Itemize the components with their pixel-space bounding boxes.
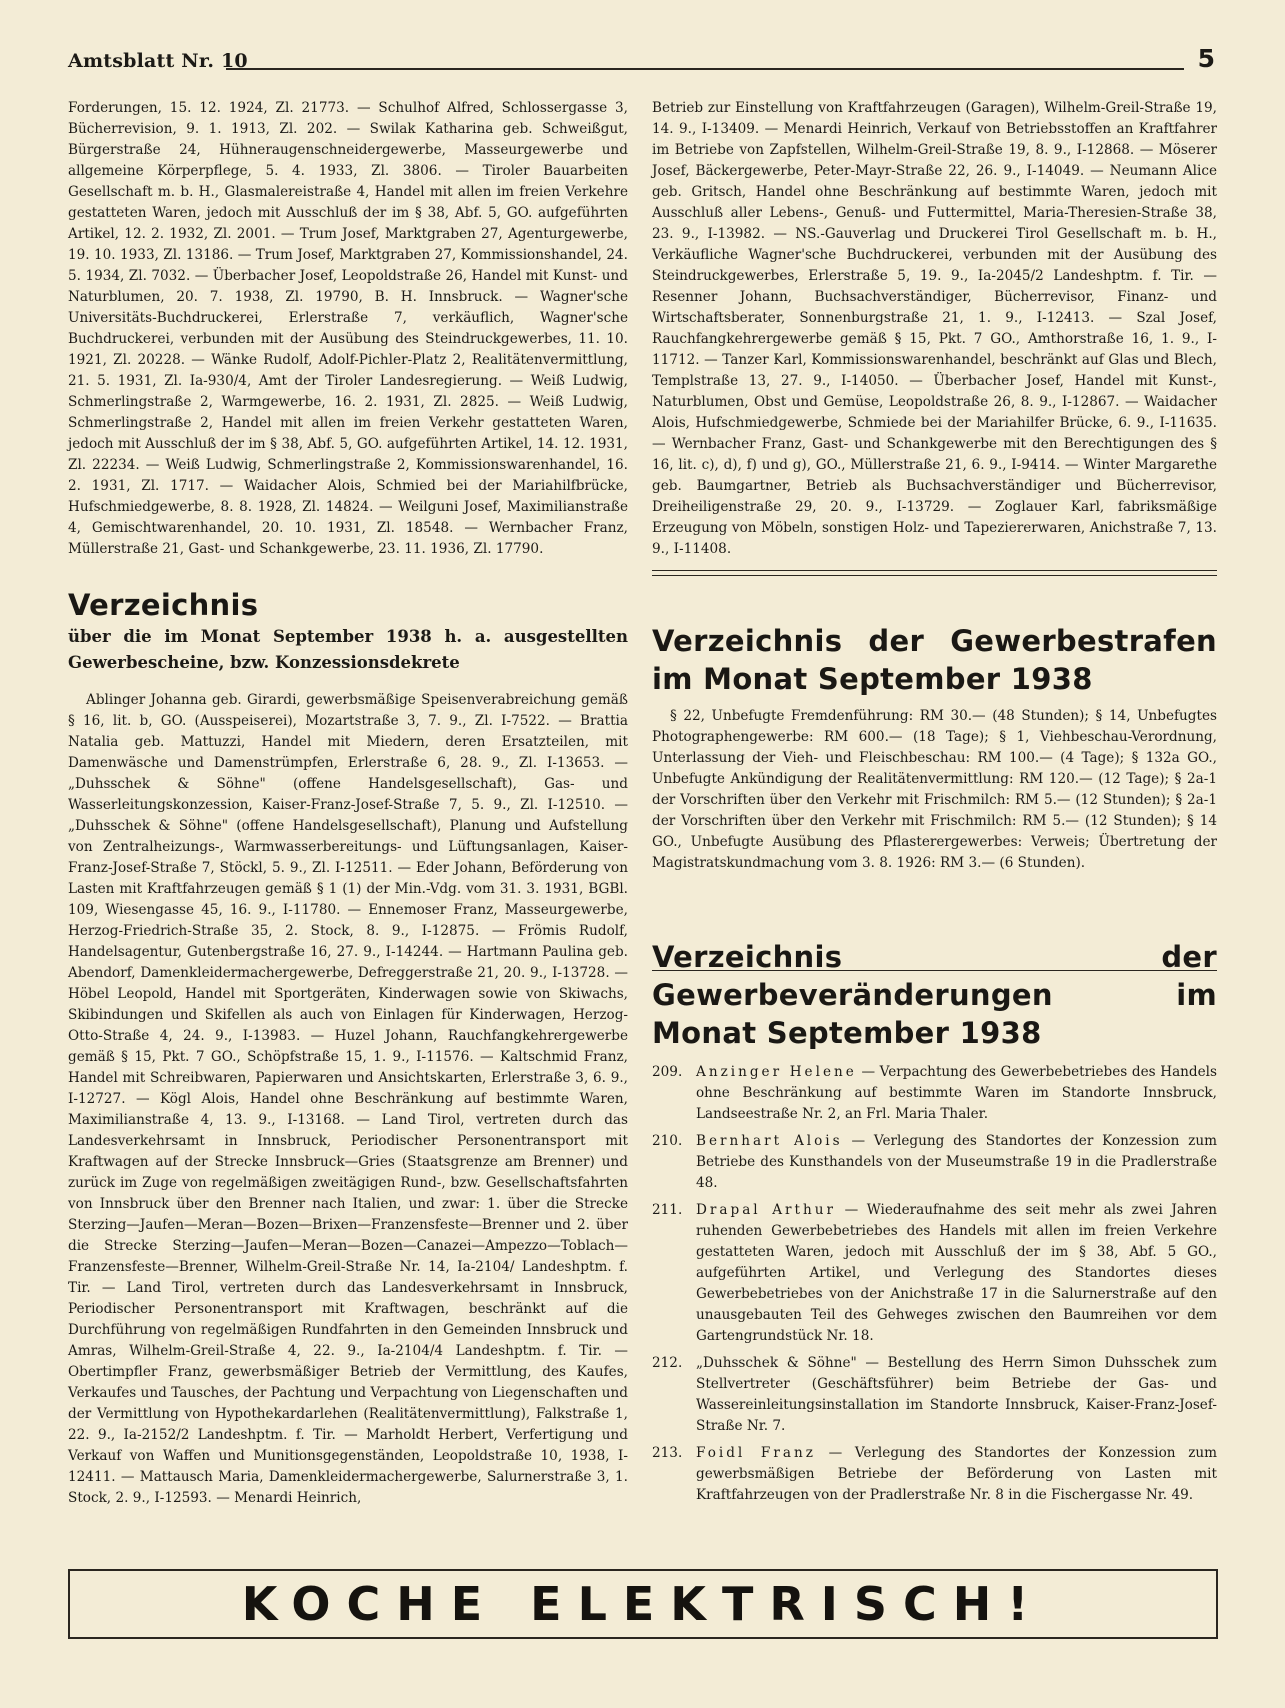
section-divider xyxy=(652,970,1217,971)
entry-number: 209. xyxy=(652,1064,683,1080)
entry-description: — Verlegung des Standortes der Konzession zum gewerbsmäßigen Betriebe der Beförderung von Lasten mit Kraftfahrzeugen von der Pradlerstraße Nr. 8 in die Fischergasse Nr. 49. xyxy=(696,1445,1218,1503)
left-column xyxy=(68,98,628,1509)
entry-name: Anzinger Helene xyxy=(696,1064,857,1080)
list-item xyxy=(652,1200,1217,1347)
entry-description: — Wiederaufnahme des seit mehr als zwei Jahren ruhenden Gewerbebetriebes des Handels mit allen im freien Verkehre gestatteten Waren, jedoch mit Ausschluß der im § 38, Abf. 5 GO., aufgeführten Artikel, und Verlegung des Standortes dieses Gewerbebetriebes von der Anichstraße 17 in die Salurnerstraße auf den unausgebauten Teil des Gehweges zwischen den Baumreihen vor dem Gartengrundstück Nr. 18. xyxy=(696,1202,1218,1344)
entry-text xyxy=(696,1062,1217,1125)
section-title-gewerbeveraenderungen: Verzeichnis der Gewerbeveränderungen im Monat September 1938 xyxy=(652,940,1217,1050)
entry-name: Bernhart Alois xyxy=(696,1133,843,1149)
entry-text xyxy=(696,1200,1217,1347)
gewerbescheine-text: Ablinger Johanna geb. Girardi, gewerbsmäßige Speisenverabreichung gemäß § 16, lit. b, GO. (Ausspeiserei), Mozartstraße 3, 7. 9., Zl. I-7522. — Brattia Natalia geb. Mattuzzi, Handel mit Miedern, deren Ersatzteilen, mit Damenwäsche und Damenstrümpfen, Erlerstraße 6, 28. 9., Zl. I-13653. — „Duhsschek & Söhne" (offene Handelsgesellschaft), Gas- und Wasserleitungskonzession, Kaiser-Franz-Josef-Straße 7, 5. 9., Zl. I-12510. — „Duhsschek & Söhne" (offene Handelsgesellschaft), Planung und Aufstellung von Zentralheizungs-, Warmwasserbereitungs- und Lüftungsanlagen, Kaiser-Franz-Josef-Straße 7, Stöckl, 5. 9., Zl. I-12511. — Eder Johann, Beförderung von Lasten mit Kraftfahrzeugen gemäß § 1 (1) der Min.-Vdg. vom 31. 3. 1931, BGBl. 109, Wiesengasse 45, 16. 9., I-11780. — Ennemoser Franz, Masseurgewerbe, Herzog-Friedrich-Straße 35, 2. Stock, 8. 9., I-12875. — Frömis Rudolf, Handelsagentur, Gutenbergstraße 16, 27. 9., I-14244. — Hartmann Paulina geb. Abendorf, Damenkleidermachergewerbe, Defreggerstraße 21, 20. 9., I-13728. — Höbel Leopold, Handel mit Sportgeräten, Kinderwagen sowie von Skiwachs, Skibindungen und Skifellen als auch von Einlagen für Kinderwagen, Herzog-Otto-Straße 4, 24. 9., I-13983. — Huzel Johann, Rauchfangkehrergewerbe gemäß § 15, Pkt. 7 GO., Schöpfstraße 15, 1. 9., I-11576. — Kaltschmid Franz, Handel mit Schreibwaren, Papierwaren und Ansichtskarten, Erlerstraße 3, 6. 9., I-12727. — Kögl Alois, Handel ohne Beschränkung auf bestimmte Waren, Maximilianstraße 4, 13. 9., I-13168. — Land Tirol, vertreten durch das Landesverkehrsamt in Innsbruck, Periodischer Personentransport mit Kraftwagen auf der Strecke Innsbruck—Gries (Staatsgrenze am Brenner) und zurück im Zuge von regelmäßigen zweitägigen Rund-, bzw. Gesellschaftsfahrten von Innsbruck über den Brenner nach Italien, und zwar: 1. über die Strecke Sterzing—Jaufen—Meran—Bozen—Brixen—Franzensfeste—Brenner und 2. über die Strecke Sterzing—Jaufen—Meran—Bozen—Canazei—Ampezzo—Toblach—Franzensfeste—Brenner, Wilhelm-Greil-Straße Nr. 14, Ia-2104/ Landeshptm. f. Tir. — Land Tirol, vertreten durch das Landesverkehrsamt in Innsbruck, Periodischer Personentransport mit Kraftwagen, beschränkt auf die Durchführung von regelmäßigen Rundfahrten in den Gemeinden Innsbruck und Amras, Wilhelm-Greil-Straße 4, 22. 9., Ia-2104/4 Landeshptm. f. Tir. — Obertimpfler Franz, gewerbsmäßiger Betrieb der Vermittlung, des Kaufes, Verkaufes und Tausches, der Pachtung und Verpachtung von Liegenschaften und der Vermittlung von Hypothekardarlehen (Realitätenvermittlung), Falkstraße 1, 22. 9., Ia-2152/2 Landeshptm. f. Tir. — Marholdt Herbert, Verfertigung und Verkauf von Waffen und Munitionsgegenständen, Leopoldstraße 10, 1938, I-12411. — Mattausch Maria, Damenkleidermachergewerbe, Salurnerstraße 3, 1. Stock, 2. 9., I-12593. — Menardi Heinrich, xyxy=(68,692,628,1506)
entry-name: Drapal Arthur xyxy=(696,1202,837,1218)
entry-description: — Verlegung des Standortes der Konzession zum Betriebe des Kunsthandels von der Museumstraße 19 in die Pradlerstraße 48. xyxy=(696,1133,1217,1191)
entry-name: „Duhsschek & Söhne" xyxy=(696,1355,857,1371)
gewerbestrafen-text: § 22, Unbefugte Fremdenführung: RM 30.— (48 Stunden); § 14, Unbefugtes Photographengewerbe: RM 600.— (18 Tage); § 1, Viehbeschau-Verordnung, Unterlassung der Vieh- und Fleischbeschau: RM 100.— (4 Tage); § 132a GO., Unbefugte Ankündigung der Realitätenvermittlung: RM 120.— (12 Tage); § 2a-1 der Vorschriften über den Verkehr mit Frischmilch: RM 5.— (12 Stunden); § 2a-1 der Vorschriften über den Verkehr mit Frischmilch: RM 5.— (12 Stunden); § 14 GO., Unbefugte Ausübung des Pflasterergewerbes: Verweis; Übertretung der Magistratskundmachung vom 3. 8. 1926: RM 3.— (6 Stunden). xyxy=(652,708,1217,871)
advertisement-box xyxy=(68,1569,1218,1639)
advertisement-slogan: KOCHE ELEKTRISCH! xyxy=(241,1577,1045,1631)
list-item xyxy=(652,1131,1217,1194)
entry-text xyxy=(696,1353,1217,1437)
section-subtitle: über die im Monat September 1938 h. a. ausgestellten Gewerbescheine, bzw. Konzessionsdekrete xyxy=(68,627,628,672)
entry-number: 210. xyxy=(652,1133,683,1149)
entry-number: 211. xyxy=(652,1202,683,1218)
list-item xyxy=(652,1443,1217,1506)
list-item xyxy=(652,1353,1217,1437)
section-title-verzeichnis: Verzeichnis xyxy=(68,588,259,622)
page-number: 5 xyxy=(1197,44,1215,73)
entry-description: — Bestellung des Herrn Simon Duhsschek zum Stellvertreter (Geschäftsführer) beim Betriebe der Gas- und Wassereinleitungsinstallation im Standorte Innsbruck, Kaiser-Franz-Josef-Straße Nr. 7. xyxy=(696,1355,1217,1434)
entry-description: — Verpachtung des Gewerbebetriebes des Handels ohne Beschränkung auf bestimmte Waren im Standorte Innsbruck, Landseestraße Nr. 2, an Frl. Maria Thaler. xyxy=(696,1064,1217,1122)
publication-title: Amtsblatt Nr. 10 xyxy=(68,50,248,72)
section-divider-double xyxy=(652,570,1217,576)
entry-text xyxy=(696,1131,1217,1194)
right-column xyxy=(652,98,1217,1512)
header-rule xyxy=(226,68,1184,70)
entries-list xyxy=(652,1062,1217,1506)
entry-number: 213. xyxy=(652,1445,683,1461)
entry-number: 212. xyxy=(652,1355,683,1371)
continuation-text-left: Forderungen, 15. 12. 1924, Zl. 21773. — Schulhof Alfred, Schlossergasse 3, Bücherrevision, 9. 1. 1913, Zl. 202. — Swilak Katharina geb. Schweißgut, Bürgerstraße 24, Hühneraugenschneidergewerbe, Masseurgewerbe und allgemeine Körperpflege, 5. 4. 1933, Zl. 3806. — Tiroler Bauarbeiten Gesellschaft m. b. H., Glasmalereistraße 4, Handel mit allen im freien Verkehre gestatteten Waren, jedoch mit Ausschluß der im § 38, Abf. 5, GO. aufgeführten Artikel, 12. 2. 1932, Zl. 2001. — Trum Josef, Marktgraben 27, Agenturgewerbe, 19. 10. 1933, Zl. 13186. — Trum Josef, Marktgraben 27, Kommissionshandel, 24. 5. 1934, Zl. 7032. — Überbacher Josef, Leopoldstraße 26, Handel mit Kunst- und Naturblumen, 20. 7. 1938, Zl. 19790, B. H. Innsbruck. — Wagner'sche Universitäts-Buchdruckerei, Erlerstraße 7, verkäuflich, Wagner'sche Buchdruckerei, verbunden mit der Ausübung des Steindruckgewerbes, 11. 10. 1921, Zl. 20228. — Wänke Rudolf, Adolf-Pichler-Platz 2, Realitätenvermittlung, 21. 5. 1931, Zl. Ia-930/4, Amt der Tiroler Landesregierung. — Weiß Ludwig, Schmerlingstraße 2, Warmgewerbe, 16. 2. 1931, Zl. 2825. — Weiß Ludwig, Schmerlingstraße 2, Handel mit allen im freien Verkehr gestatteten Waren, jedoch mit Ausschluß der im § 38, Abf. 5, GO. aufgeführten Artikel, 14. 12. 1931, Zl. 22234. — Weiß Ludwig, Schmerlingstraße 2, Kommissionswarenhandel, 16. 2. 1931, Zl. 1717. — Waidacher Alois, Schmied bei der Mariahilfbrücke, Hufschmiedgewerbe, 8. 8. 1928, Zl. 14824. — Weilguni Josef, Maximilianstraße 4, Gemischtwarenhandel, 20. 10. 1931, Zl. 18548. — Wernbacher Franz, Müllerstraße 21, Gast- und Schankgewerbe, 23. 11. 1936, Zl. 17790. xyxy=(68,100,628,557)
entry-text xyxy=(696,1443,1217,1506)
section-title-gewerbestrafen: Verzeichnis der Gewerbestrafen im Monat September 1938 xyxy=(652,624,1217,696)
continuation-text-right: Betrieb zur Einstellung von Kraftfahrzeugen (Garagen), Wilhelm-Greil-Straße 19, 14. 9., I-13409. — Menardi Heinrich, Verkauf von Betriebsstoffen an Kraftfahrer im Betriebe von Zapfstellen, Wilhelm-Greil-Straße 19, 8. 9., I-12868. — Möserer Josef, Bäckergewerbe, Peter-Mayr-Straße 22, 26. 9., I-14049. — Neumann Alice geb. Gritsch, Handel ohne Beschränkung auf bestimmte Waren, jedoch mit Ausschluß aller Lebens-, Genuß- und Futtermittel, Maria-Theresien-Straße 38, 23. 9., I-13982. — NS.-Gauverlag und Druckerei Tirol Gesellschaft m. b. H., Verkäufliche Wagner'sche Buchdruckerei, verbunden mit der Ausübung des Steindruckgewerbes, Erlerstraße 5, 19. 9., Ia-2045/2 Landeshptm. f. Tir. — Resenner Johann, Buchsachverständiger, Bücherrevisor, Finanz- und Wirtschaftsberater, Sonnenburgstraße 21, 1. 9., I-12413. — Szal Josef, Rauchfangkehrergewerbe gemäß § 15, Pkt. 7 GO., Amthorstraße 16, 1. 9., I-11712. — Tanzer Karl, Kommissionswarenhandel, beschränkt auf Glas und Blech, Templstraße 13, 27. 9., I-14050. — Überbacher Josef, Handel mit Kunst-, Naturblumen, Obst und Gemüse, Leopoldstraße 26, 8. 9., I-12867. — Waidacher Alois, Hufschmiedgewerbe, Schmiede bei der Mariahilfer Brücke, 6. 9., I-11635. — Wernbacher Franz, Gast- und Schankgewerbe mit den Berechtigungen des § 16, lit. c), d), f) und g), GO., Müllerstraße 21, 6. 9., I-9414. — Winter Margarethe geb. Baumgartner, Betrieb als Buchsachverständiger und Bücherrevisor, Dreiheiligenstraße 29, 20. 9., I-13729. — Zoglauer Karl, fabriksmäßige Erzeugung von Möbeln, sonstigen Holz- und Tapeziererwaren, Anichstraße 7, 13. 9., I-11408. xyxy=(652,100,1217,557)
list-item xyxy=(652,1062,1217,1125)
entry-name: Foidl Franz xyxy=(696,1445,816,1461)
